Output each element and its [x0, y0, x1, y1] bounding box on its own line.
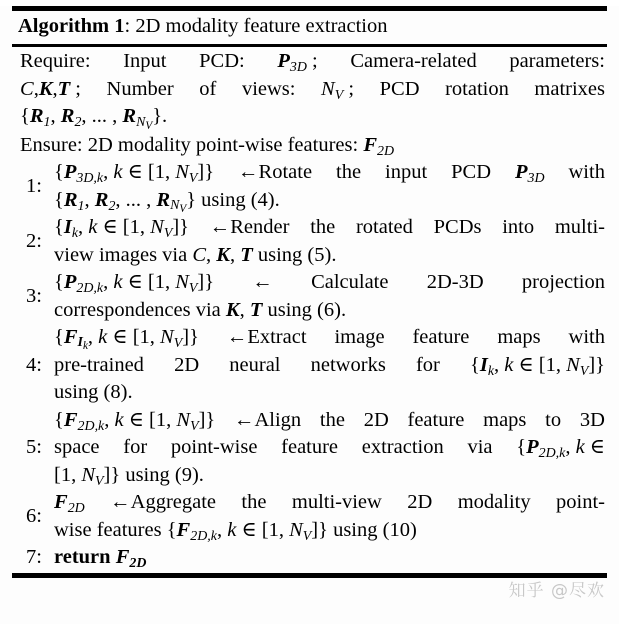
step-line: view images via C, K, T using (5).	[54, 243, 337, 266]
step-line: [1, $N_V$]} using (9).	[54, 463, 204, 489]
step-line: space for point-wise feature extraction via {$P_{2D,k}$, k ∈	[54, 436, 605, 461]
step-number: 5:	[26, 436, 42, 458]
step-text	[54, 214, 605, 269]
step-line: using (8).	[54, 381, 133, 403]
algorithm-label: Algorithm 1	[18, 15, 125, 37]
step-text	[54, 407, 605, 490]
require-line-1: Require: Input PCD: $P_{3D}$ ; Camera-related parameters:	[20, 50, 605, 75]
step-number: 1:	[26, 174, 42, 197]
algorithm-step	[16, 407, 605, 490]
algorithm-step	[16, 214, 605, 269]
step-line: return $F_{2D}$	[54, 546, 147, 571]
step-line: {$I_k$, k ∈ [1, $N_V$]} ←Render the rotated PCDs into multi-	[54, 216, 605, 241]
step-number: 7:	[26, 546, 42, 568]
step-text	[54, 324, 605, 407]
algorithm-step	[16, 269, 605, 324]
ensure-clause	[16, 132, 605, 160]
return-keyword: return	[54, 546, 111, 568]
algorithm-step	[16, 324, 605, 407]
step-line: pre-trained 2D neural networks for {$I_k$, k ∈ [1, $N_V$]}	[54, 353, 605, 379]
step-line: {$R_1$, $R_2$, ... , $R_{N_V}$} using (4).	[54, 188, 280, 216]
step-line: {$P_{2D,k}$, k ∈ [1, $N_V$]} ← Calculate 2D-3D projection	[54, 271, 605, 296]
step-number: 3:	[26, 284, 42, 307]
title-rule	[12, 44, 607, 47]
step-text	[54, 489, 605, 544]
step-number: 2:	[26, 229, 42, 252]
zhihu-watermark: 知乎 @尽欢	[508, 581, 605, 601]
step-line: {$F_{I_k}$, k ∈ [1, $N_V$]} ←Extract image feature maps with	[54, 326, 605, 352]
algorithm-step	[16, 159, 605, 214]
step-number: 4:	[26, 353, 42, 376]
algorithm-step	[16, 489, 605, 544]
step-text	[54, 269, 605, 324]
require-line-2: C,K,T ; Number of views: $N_V$ ; PCD rotation matrixes	[20, 77, 605, 103]
step-line: {$F_{2D,k}$, k ∈ [1, $N_V$]} ←Align the 2D feature maps to 3D	[54, 408, 605, 434]
ensure-keyword: Ensure:	[20, 133, 83, 156]
step-text	[54, 159, 605, 214]
algorithm-title-separator: :	[124, 15, 136, 37]
require-keyword: Require:	[20, 50, 91, 72]
algorithm-step	[16, 544, 605, 572]
algorithm-body	[12, 48, 607, 572]
step-text	[54, 544, 605, 572]
step-line: correspondences via K, T using (6).	[54, 298, 347, 321]
step-line: $F_{2D}$ ←Aggregate the multi-view 2D modality point-	[54, 491, 605, 516]
algorithm-block	[0, 6, 619, 624]
algorithm-steps	[16, 159, 605, 572]
step-line: wise features {$F_{2D,k}$, k ∈ [1, $N_V$]} using (10)	[54, 518, 417, 544]
ensure-line-1: Ensure: 2D modality point-wise features: $F_{2D}$	[20, 133, 395, 159]
algorithm-title-text: 2D modality feature extraction	[135, 15, 388, 37]
require-clause	[16, 48, 605, 131]
algorithm-title	[12, 11, 607, 42]
step-number: 6:	[26, 504, 42, 527]
step-line: {$P_{3D,k}$, k ∈ [1, $N_V$]} ←Rotate the input PCD $P_{3D}$ with	[54, 161, 605, 186]
require-line-3: {$R_1$, $R_2$, ... , $R_{N_V}$}.	[20, 105, 168, 132]
